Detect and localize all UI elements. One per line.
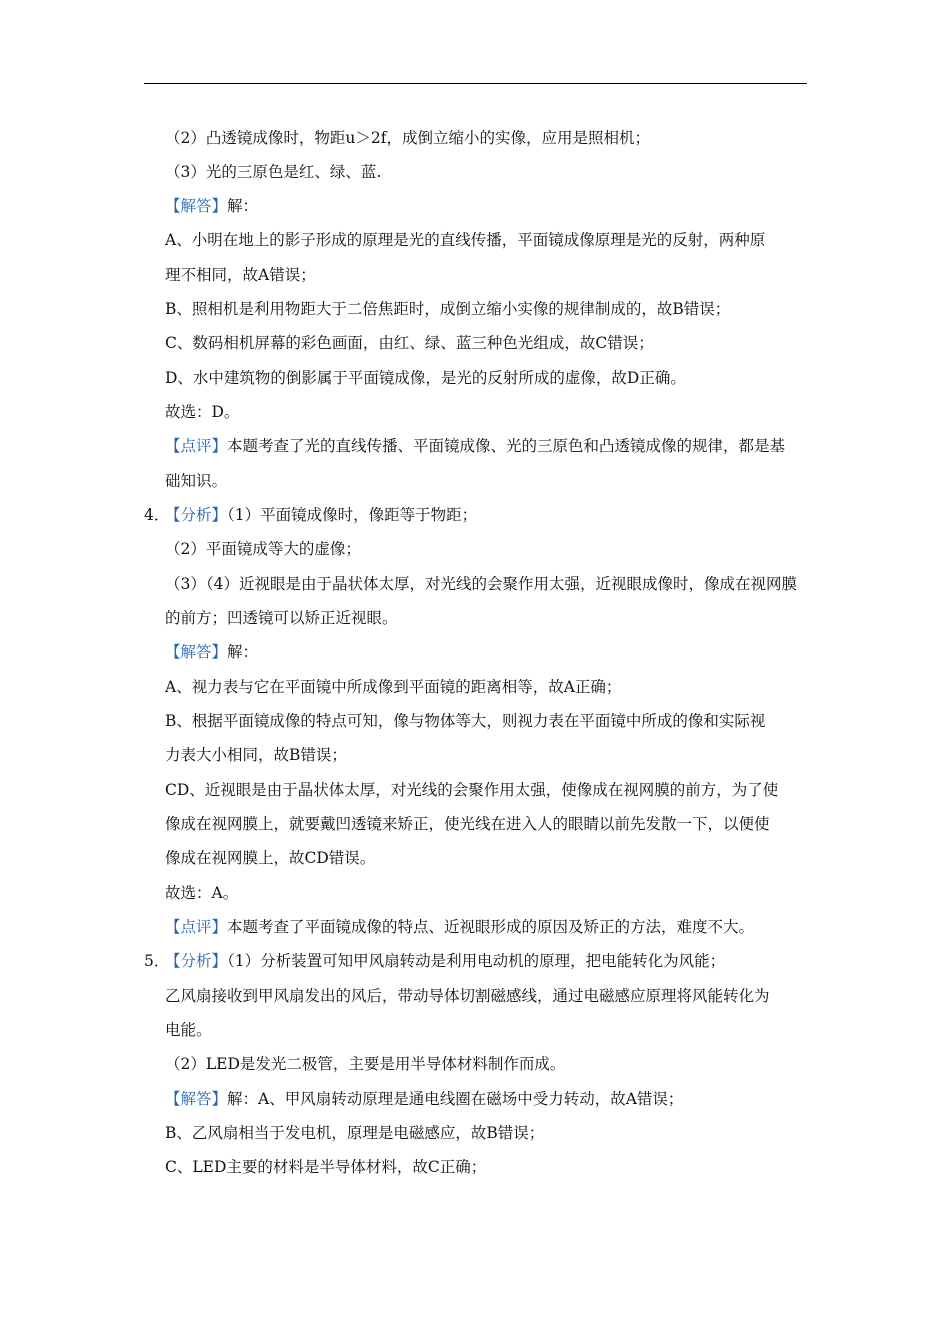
analysis-tag: 【分析】: [165, 952, 228, 970]
text-line: B、乙风扇相当于发电机，原理是电磁感应，故B错误；: [165, 1124, 545, 1142]
solution-tag: 【解答】: [165, 197, 228, 215]
text-line: 【解答】解：: [165, 643, 259, 661]
comment-tag: 【点评】: [165, 918, 228, 936]
text-line: 【点评】本题考查了平面镜成像的特点、近视眼形成的原因及矫正的方法，难度不大。: [165, 918, 755, 936]
header-rule: [144, 83, 807, 84]
text-line: 故选：A。: [165, 884, 239, 902]
text-line: 像成在视网膜上，就要戴凹透镜来矫正，使光线在进入人的眼睛以前先发散一下，以便使: [165, 815, 770, 833]
text-line: 【解答】解：: [165, 197, 259, 215]
text-line: （2）平面镜成等大的虚像；: [165, 540, 361, 558]
text-line: （2）凸透镜成像时，物距u＞2f，成倒立缩小的实像，应用是照相机；: [165, 129, 650, 147]
text-line: 理不相同，故A错误；: [165, 266, 316, 284]
analysis-tag: 【分析】: [165, 506, 228, 524]
question-number: 4．: [144, 506, 170, 524]
text-line: （2）LED是发光二极管，主要是用半导体材料制作而成。: [165, 1055, 566, 1073]
question-number: 5．: [144, 952, 170, 970]
text-line: C、数码相机屏幕的彩色画面，由红、绿、蓝三种色光组成，故C错误；: [165, 334, 654, 352]
comment-tag: 【点评】: [165, 437, 228, 455]
text-line: 乙风扇接收到甲风扇发出的风后，带动导体切割磁感线，通过电磁感应原理将风能转化为: [165, 987, 770, 1005]
solution-tag: 【解答】: [165, 1090, 228, 1108]
text-line: A、小明在地上的影子形成的原理是光的直线传播，平面镜成像原理是光的反射，两种原: [165, 231, 766, 249]
text-line: 础知识。: [165, 472, 228, 490]
text-line: CD、近视眼是由于晶状体太厚，对光线的会聚作用太强，使像成在视网膜的前方，为了使: [165, 781, 779, 799]
text-line: 【点评】本题考查了光的直线传播、平面镜成像、光的三原色和凸透镜成像的规律，都是基: [165, 437, 786, 455]
text-line: A、视力表与它在平面镜中所成像到平面镜的距离相等，故A正确；: [165, 678, 622, 696]
text-line: 电能。: [165, 1021, 212, 1039]
text-line: C、LED主要的材料是半导体材料，故C正确；: [165, 1158, 487, 1176]
text-line: B、照相机是利用物距大于二倍焦距时，成倒立缩小实像的规律制成的，故B错误；: [165, 300, 731, 318]
text-line: 故选：D。: [165, 403, 240, 421]
text-line: 力表大小相同，故B错误；: [165, 746, 347, 764]
text-line: 【解答】解：A、甲风扇转动原理是通电线圈在磁场中受力转动，故A错误；: [165, 1090, 684, 1108]
text-line: D、水中建筑物的倒影属于平面镜成像，是光的反射所成的虚像，故D正确。: [165, 369, 686, 387]
text-line: 的前方；凹透镜可以矫正近视眼。: [165, 609, 398, 627]
text-line: （3）（4）近视眼是由于晶状体太厚，对光线的会聚作用太强，近视眼成像时，像成在视网膜: [165, 575, 797, 593]
text-line: 【分析】（1）分析装置可知甲风扇转动是利用电动机的原理，把电能转化为风能；: [165, 952, 726, 970]
text-line: （3）光的三原色是红、绿、蓝.: [165, 163, 382, 181]
solution-tag: 【解答】: [165, 643, 228, 661]
text-line: 【分析】（1）平面镜成像时，像距等于物距；: [165, 506, 478, 524]
text-line: 像成在视网膜上，故CD错误。: [165, 849, 376, 867]
text-line: B、根据平面镜成像的特点可知，像与物体等大，则视力表在平面镜中所成的像和实际视: [165, 712, 766, 730]
